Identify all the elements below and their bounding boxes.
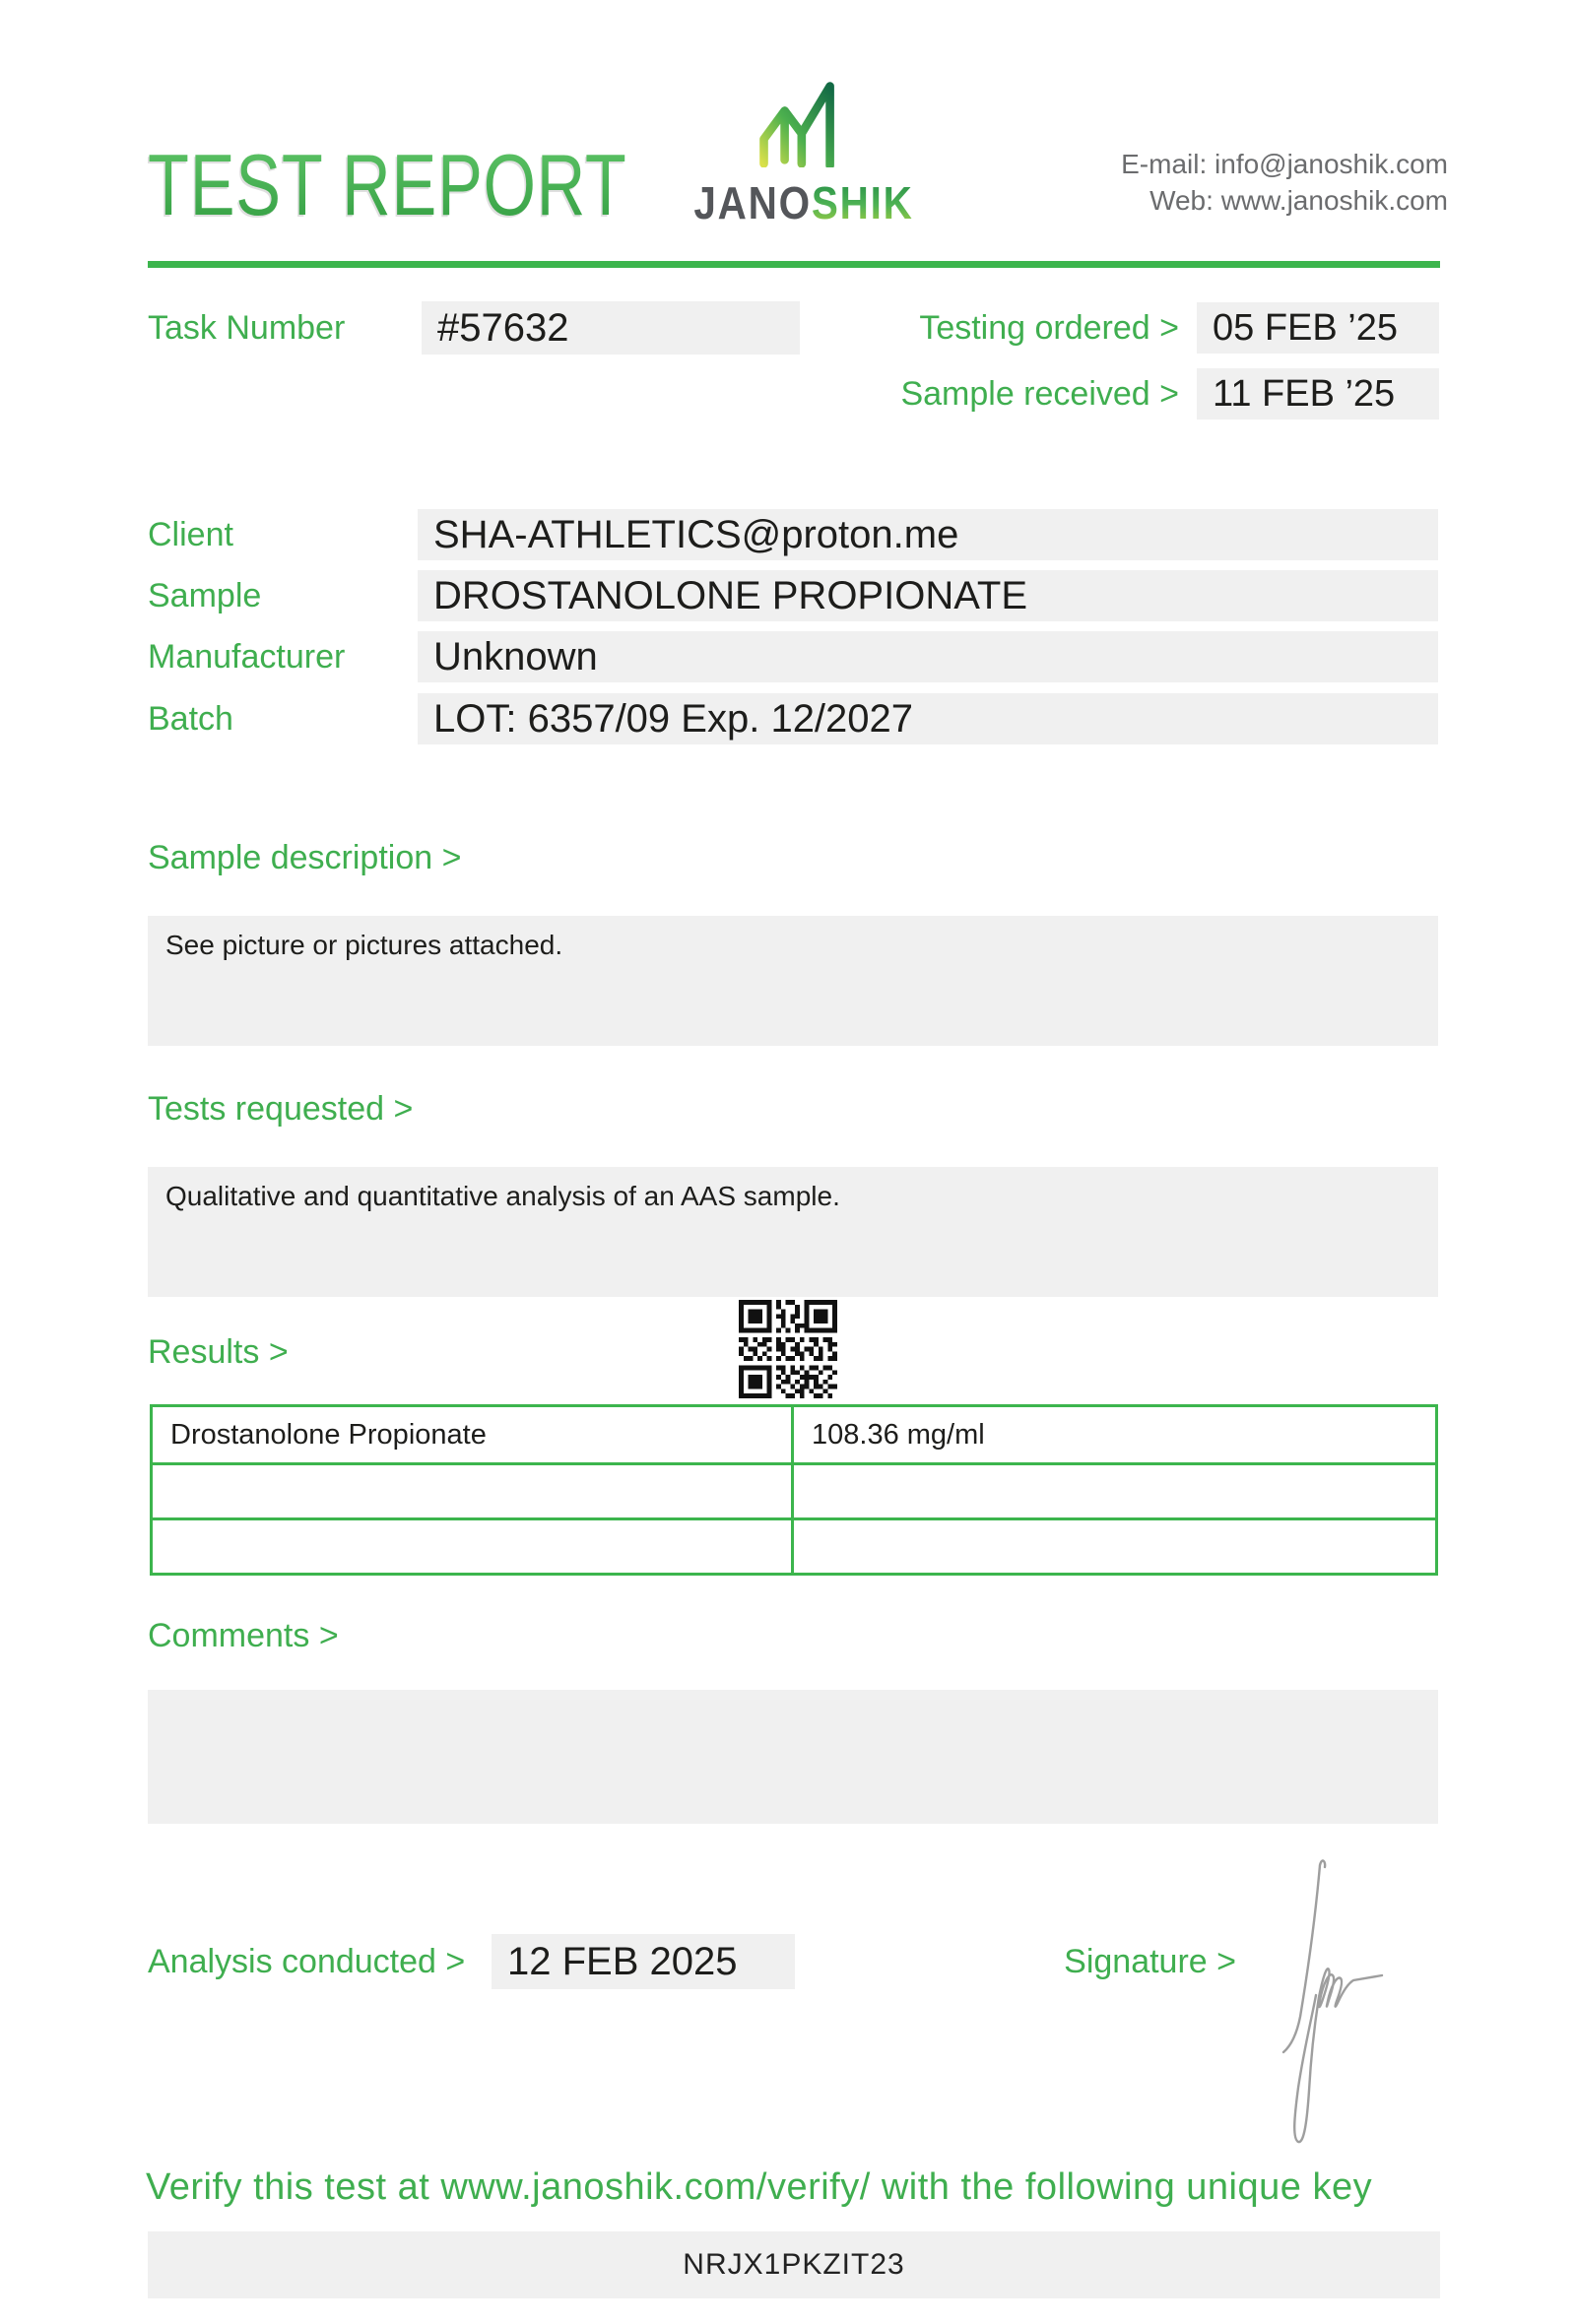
result-concentration	[794, 1465, 1435, 1517]
sample-received-value-box	[1197, 368, 1439, 420]
tests-requested-box: Qualitative and quantitative analysis of an AAS sample.	[148, 1167, 1438, 1297]
sample-received-label: Sample received >	[900, 375, 1179, 413]
brand-wordmark-right: SHIK	[811, 177, 914, 228]
contact-web: Web: www.janoshik.com	[1149, 185, 1448, 216]
result-concentration	[794, 1520, 1435, 1573]
tests-requested-title: Tests requested >	[148, 1090, 414, 1128]
result-concentration: 108.36 mg/ml	[812, 1418, 985, 1451]
client-label: Client	[148, 516, 233, 553]
sample-received-value: 11 FEB ’25	[1213, 372, 1396, 415]
verify-instructions: Verify this test at www.janoshik.com/verify/ with the following unique key	[146, 2166, 1373, 2208]
batch-label: Batch	[148, 700, 233, 738]
table-row	[153, 1462, 1435, 1517]
chart-growth-icon	[747, 77, 849, 167]
qr-code	[739, 1300, 837, 1398]
table-row	[153, 1517, 1435, 1573]
table-row	[153, 1407, 1435, 1462]
results-title: Results >	[148, 1333, 289, 1371]
testing-ordered-label: Testing ordered >	[919, 309, 1179, 347]
brand-wordmark-left: JANO	[693, 177, 812, 228]
batch-value: LOT: 6357/09 Exp. 12/2027	[433, 696, 914, 741]
brand-wordmark	[693, 176, 914, 229]
header-divider	[148, 261, 1440, 268]
sample-description-title: Sample description >	[148, 839, 462, 876]
signature-label: Signature >	[1064, 1943, 1236, 1980]
result-substance	[153, 1465, 794, 1517]
analysis-date: 12 FEB 2025	[507, 1939, 738, 1983]
manufacturer-value: Unknown	[433, 634, 598, 678]
brand-logo	[680, 77, 916, 229]
sample-value: DROSTANOLONE PROPIONATE	[433, 573, 1028, 617]
analysis-date-box	[492, 1934, 795, 1989]
batch-value-box	[418, 693, 1438, 744]
sample-label: Sample	[148, 577, 262, 614]
analysis-conducted-label: Analysis conducted >	[148, 1943, 466, 1980]
contact-info	[1121, 146, 1448, 219]
verify-key-box	[148, 2231, 1440, 2298]
manufacturer-value-box	[418, 631, 1438, 682]
result-substance	[153, 1520, 794, 1573]
verify-key: NRJX1PKZIT23	[683, 2248, 905, 2281]
manufacturer-label: Manufacturer	[148, 638, 346, 676]
task-number-value-box	[422, 301, 800, 355]
testing-ordered-value-box	[1197, 302, 1439, 354]
testing-ordered-value: 05 FEB ’25	[1213, 306, 1398, 349]
task-number-label: Task Number	[148, 309, 346, 347]
comments-title: Comments >	[148, 1617, 339, 1654]
page-title: TEST REPORT	[148, 136, 627, 233]
results-table	[150, 1404, 1438, 1576]
sample-value-box	[418, 570, 1438, 621]
task-number-value: #57632	[437, 305, 569, 350]
client-value-box	[418, 509, 1438, 560]
sample-description-box: See picture or pictures attached.	[148, 916, 1438, 1046]
contact-email: E-mail: info@janoshik.com	[1121, 149, 1448, 179]
comments-box	[148, 1690, 1438, 1824]
result-substance: Drostanolone Propionate	[153, 1407, 794, 1462]
signature-image	[1271, 1849, 1399, 2157]
client-value: SHA-ATHLETICS@proton.me	[433, 512, 959, 556]
